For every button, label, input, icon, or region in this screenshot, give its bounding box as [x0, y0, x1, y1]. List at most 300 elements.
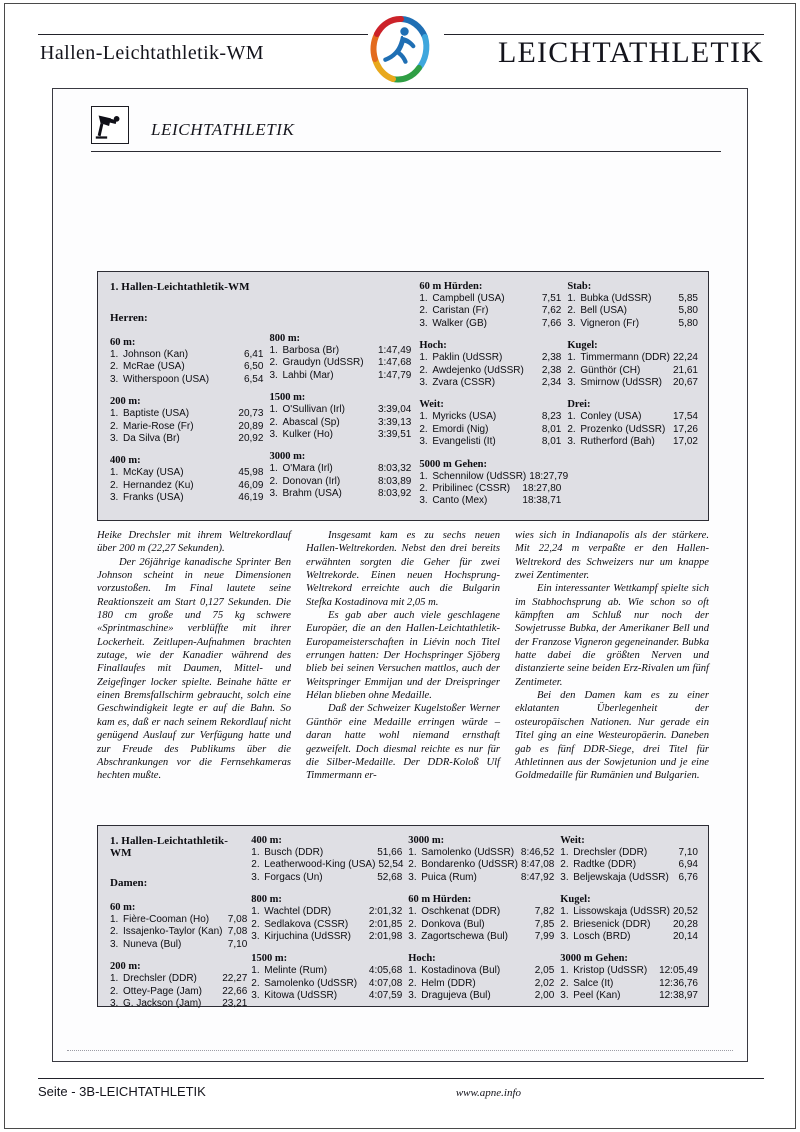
- women-column-1: [110, 835, 251, 1010]
- result-row: [419, 495, 561, 507]
- athlete: Pribilinec (CSSR): [432, 483, 511, 495]
- result-row: [269, 463, 411, 475]
- paragraph: Der 26jährige kanadische Sprinter Ben Johnson scheint in neue Dimensionen vorzustoßen. Im Final lautete seine Reaktionszeit am Start 0,127 Sekunden. Die 180 cm große und 75 kg schwere «Sprintmaschine» verblüffte mit ihrer Lockerheit. Zeitlupen-Aufnahmen brachten zutage, wie der Kanadier während des Finallaufes mit Daumen, Mittel- und Zeigefinger locker spielte. Beinahe hätte er einen Bremsfallschirm gebraucht, solch eine Geschwindigkeit legte er auf die Bahn. So kam es, daß er nach seinem Rekordlauf nicht genügend Auslauf zur Verfügung hatte und zur Freude des Publikums über die Abschrankungen vor die Fernsehkameras hechten mußte.: [97, 556, 291, 782]
- article-column-1: [97, 529, 291, 819]
- women-table-gender: Damen:: [110, 877, 148, 889]
- athlete: Da Silva (Br): [123, 433, 180, 445]
- mark: 1:47,49: [377, 345, 412, 356]
- result-row: [419, 424, 561, 436]
- footer-website[interactable]: www.apne.info: [455, 1087, 522, 1099]
- mark: 1:47,68: [377, 357, 412, 369]
- athlete: Zvara (CSSR): [432, 377, 496, 389]
- athlete: Evangelisti (It): [432, 436, 496, 448]
- mark: 20,14: [672, 931, 698, 943]
- rank: 3.: [567, 436, 576, 448]
- athlete: Busch (DDR): [264, 847, 324, 858]
- mark: 7,10: [227, 938, 248, 950]
- athlete: O'Mara (Irl): [282, 463, 333, 475]
- athlete: Johnson (Kan): [123, 349, 189, 360]
- athlete: Timmermann (DDR): [580, 352, 670, 364]
- rank: 2.: [251, 859, 260, 871]
- result-row: [269, 357, 411, 369]
- section-rule: [91, 151, 721, 152]
- event-block: [269, 392, 411, 441]
- athlete: Fière-Cooman (Ho): [123, 914, 210, 925]
- mark: 8:47,08: [520, 859, 555, 871]
- rank: 3.: [567, 317, 576, 329]
- rank: 2.: [560, 918, 569, 930]
- mark: 4:07,59: [368, 990, 403, 1002]
- mark: 8:03,89: [377, 475, 412, 487]
- mark: 8:46,52: [520, 847, 555, 858]
- result-row: [110, 408, 263, 420]
- athlete: Beljewskaja (UdSSR): [573, 871, 669, 883]
- event-block: [269, 451, 411, 500]
- rank: 3.: [269, 369, 278, 381]
- page-header: [38, 22, 764, 82]
- rank: 3.: [251, 990, 260, 1002]
- result-row: [110, 374, 263, 386]
- mark: 7,10: [678, 847, 698, 858]
- mark: 20,28: [672, 918, 698, 930]
- women-column-3: [408, 835, 560, 1010]
- event-name: 5000 m Gehen:: [419, 458, 487, 470]
- athlete: Losch (BRD): [573, 931, 631, 943]
- rank: 1.: [110, 467, 119, 479]
- rank: 2.: [110, 479, 119, 491]
- result-row: [567, 365, 698, 377]
- rank: 2.: [110, 361, 119, 373]
- rank: 1.: [269, 404, 278, 416]
- mark: 3:39,51: [377, 429, 412, 441]
- rank: 1.: [251, 906, 260, 918]
- mark: 8,23: [541, 411, 562, 423]
- result-row: [560, 847, 698, 859]
- mark: 7,08: [227, 914, 248, 925]
- rank: 1.: [110, 408, 119, 420]
- paragraph: Ein interessanter Wettkampf spielte sich im Stabhochsprung ab. Wie schon so oft kämpften am Schluß nur noch der Sowjetrusse Bubka, der Amerikaner Bell und der Franzose Vigneron gegeneinander. Bubka hatte dabei die größten Nerven und distanzierte seine beiden Erz-Rivalen um fünf Zentimeter.: [515, 583, 709, 688]
- event-name: 3000 m:: [408, 835, 445, 846]
- result-row: [408, 872, 554, 884]
- mark: 12:38,97: [659, 990, 698, 1002]
- rank: 3.: [251, 871, 260, 883]
- result-row: [269, 488, 411, 500]
- paragraph: Bei den Damen kam es zu einer eklatanten Überlegenheit der osteuropäischen Nationen. Nur gerade ein Titel ging an eine Westeuropäerin. Daneben gab es fünf DDR-Siege, drei Titel für Athletinnen aus der Sowjetunion und je eine Goldmedaille für Rumänien und Bulgarien.: [515, 690, 709, 782]
- mark: 2,05: [534, 965, 555, 977]
- event-name: Hoch:: [419, 340, 447, 352]
- result-row: [110, 926, 247, 938]
- mark: 8,01: [541, 423, 562, 435]
- men-column-3: [419, 281, 567, 508]
- mark: 7,66: [541, 317, 562, 329]
- athlete: Leatherwood-King (USA): [264, 859, 376, 871]
- result-row: [408, 978, 554, 990]
- mark: 20,73: [238, 408, 264, 420]
- athlete: Paklin (UdSSR): [432, 352, 503, 364]
- athlete: Donovan (Irl): [282, 475, 341, 487]
- result-row: [251, 847, 402, 859]
- athlete: Conley (USA): [580, 411, 642, 423]
- rank: 1.: [560, 906, 569, 918]
- rank: 3.: [419, 495, 428, 507]
- rank: 2.: [419, 305, 428, 317]
- athlete: Kitowa (UdSSR): [264, 990, 338, 1002]
- event-name: 3000 m Gehen:: [560, 953, 628, 965]
- page-footer: [38, 1078, 764, 1099]
- rank: 3.: [408, 931, 417, 943]
- result-row: [408, 847, 554, 859]
- result-row: [419, 305, 561, 317]
- result-row: [408, 859, 554, 871]
- athlete: Rutherford (Bah): [580, 436, 655, 448]
- event-name: Weit:: [560, 835, 585, 846]
- result-row: [560, 859, 698, 871]
- footer-page-label: Seite - 3B-LEICHTATHLETIK: [38, 1084, 206, 1099]
- result-row: [269, 404, 411, 416]
- result-row: [110, 421, 263, 433]
- athlete: Günthör (CH): [580, 364, 641, 376]
- event-name: 60 m Hürden:: [408, 894, 472, 906]
- result-row: [110, 467, 263, 479]
- mark: 2,02: [534, 977, 555, 989]
- mark: 12:05,49: [659, 965, 698, 977]
- athlete: Nuneva (Bul): [123, 938, 182, 950]
- mark: 20,92: [238, 433, 264, 445]
- event-name: 400 m:: [110, 455, 141, 467]
- rank: 2.: [251, 977, 260, 989]
- event-name: Drei:: [567, 399, 591, 411]
- mark: 17,02: [672, 436, 698, 448]
- event-name: 1500 m:: [269, 392, 306, 404]
- result-row: [251, 931, 402, 943]
- rank: 3.: [560, 871, 569, 883]
- result-row: [269, 476, 411, 488]
- mark: 20,89: [238, 420, 264, 432]
- rank: 1.: [408, 965, 417, 977]
- result-row: [408, 919, 554, 931]
- rank: 2.: [567, 364, 576, 376]
- header-title-left: Hallen-Leichtathletik-WM: [40, 42, 264, 64]
- mark: 8:47,92: [520, 871, 555, 883]
- men-column-2: [269, 281, 419, 508]
- mark: 6,76: [678, 871, 698, 883]
- result-row: [567, 424, 698, 436]
- result-row: [419, 365, 561, 377]
- athlete: Myricks (USA): [432, 411, 497, 423]
- result-row: [110, 480, 263, 492]
- rank: 2.: [269, 357, 278, 369]
- mark: 3:39,13: [377, 416, 412, 428]
- event-name: 60 m:: [110, 337, 136, 348]
- mark: 46,19: [238, 492, 264, 504]
- mark: 51,66: [377, 847, 403, 858]
- rank: 3.: [419, 436, 428, 448]
- footer-rule: [38, 1078, 764, 1079]
- athlete: Hernandez (Ku): [123, 479, 194, 491]
- event-block: [408, 953, 554, 1002]
- athlete: Forgacs (Un): [264, 871, 323, 883]
- paragraph: Daß der Schweizer Kugelstoßer Werner Günthör eine Medaille erringen würde – daran hatte wohl niemand ernsthaft gezweifelt. Doch diesmal reichte es nur für die Silber-Medaille. Der DDR-Koloß Ulf Timmermann er-: [306, 703, 500, 782]
- event-block: [567, 281, 698, 330]
- rank: 1.: [419, 411, 428, 423]
- mark: 22,66: [222, 985, 248, 997]
- mark: 22,27: [222, 973, 248, 985]
- event-block: [110, 902, 247, 951]
- mark: 18:38,71: [522, 495, 562, 507]
- rank: 1.: [567, 293, 576, 304]
- rank: 2.: [110, 985, 119, 997]
- event-name: 60 m:: [110, 902, 136, 913]
- athlete: Baptiste (USA): [123, 408, 190, 420]
- athlete: McKay (USA): [123, 467, 184, 479]
- event-name: 60 m Hürden:: [419, 281, 483, 292]
- rank: 2.: [560, 859, 569, 871]
- athlete: Ottey-Page (Jam): [123, 985, 202, 997]
- result-row: [110, 914, 247, 926]
- rank: 1.: [110, 914, 119, 925]
- result-row: [419, 436, 561, 448]
- mark: 4:07,08: [368, 977, 403, 989]
- athlete: Barbosa (Br): [282, 345, 340, 356]
- result-row: [560, 919, 698, 931]
- event-block: [408, 894, 554, 943]
- rank: 3.: [110, 373, 119, 385]
- athlete: Vigneron (Fr): [580, 317, 640, 329]
- rank: 3.: [419, 317, 428, 329]
- result-row: [110, 939, 247, 951]
- result-row: [251, 872, 402, 884]
- mark: 45,98: [238, 467, 264, 479]
- event-block: [419, 340, 561, 389]
- event-name: Hoch:: [408, 953, 436, 965]
- mark: 5,80: [678, 317, 698, 329]
- rank: 2.: [419, 364, 428, 376]
- mark: 8:03,92: [377, 488, 412, 500]
- result-row: [110, 433, 263, 445]
- athlete: Dragujeva (Bul): [421, 990, 491, 1002]
- result-row: [567, 305, 698, 317]
- rank: 3.: [110, 433, 119, 445]
- result-row: [419, 470, 569, 483]
- mark: 52,54: [378, 859, 404, 871]
- athlete: Brahm (USA): [282, 488, 342, 500]
- mark: 2:01,32: [368, 906, 403, 918]
- athlete: Donkova (Bul): [421, 918, 485, 930]
- mark: 2:01,98: [368, 931, 403, 943]
- athlete: Caristan (Fr): [432, 305, 489, 317]
- result-row: [560, 931, 698, 943]
- mark: 7,51: [541, 293, 562, 304]
- rank: 2.: [269, 416, 278, 428]
- result-row: [269, 417, 411, 429]
- athlete: Marie-Rose (Fr): [123, 420, 194, 432]
- athlete: Kulker (Ho): [282, 429, 334, 441]
- result-row: [110, 492, 263, 504]
- event-block: [419, 458, 569, 508]
- result-row: [110, 349, 263, 361]
- rank: 2.: [408, 977, 417, 989]
- athlete: O'Sullivan (Irl): [282, 404, 345, 416]
- paragraph: wies sich in Indianapolis als der stärkere. Mit 22,24 m verpaßte er den Hallen-Weltrekord des Schweizers nur um knappe zwei Zentimenter.: [515, 530, 709, 582]
- event-block: [567, 340, 698, 389]
- article-column-2: [306, 529, 500, 819]
- rank: 3.: [269, 429, 278, 441]
- event-block: [251, 953, 402, 1002]
- header-rule-left: [38, 34, 368, 35]
- event-name: Kugel:: [567, 340, 598, 352]
- result-row: [560, 965, 698, 977]
- rank: 2.: [269, 475, 278, 487]
- athlete: McRae (USA): [123, 361, 185, 373]
- event-block: [110, 396, 263, 445]
- mark: 7,99: [534, 931, 555, 943]
- rank: 3.: [251, 931, 260, 943]
- rank: 2.: [408, 859, 417, 871]
- event-name: Stab:: [567, 281, 592, 292]
- rank: 2.: [251, 918, 260, 930]
- result-row: [419, 411, 561, 423]
- athlete: Kristop (UdSSR): [573, 965, 648, 977]
- event-block: [419, 281, 561, 330]
- mark: 18:27,80: [522, 483, 562, 495]
- rank: 1.: [419, 470, 428, 482]
- athlete: Walker (GB): [432, 317, 487, 329]
- men-table-title: 1. Hallen-Leichtathletik-WM: [110, 281, 250, 293]
- result-row: [560, 978, 698, 990]
- article-page-box: [52, 88, 748, 1062]
- result-row: [251, 859, 402, 871]
- rank: 1.: [419, 352, 428, 364]
- athlete: Lissowskaja (UdSSR): [573, 906, 670, 918]
- article-column-3: [515, 529, 709, 819]
- rank: 2.: [110, 926, 119, 938]
- rank: 3.: [408, 871, 417, 883]
- athlete: Franks (USA): [123, 492, 184, 504]
- athlete: Kostadinova (Bul): [421, 965, 501, 977]
- rank: 2.: [110, 420, 119, 432]
- result-row: [419, 377, 561, 389]
- athlete: Melinte (Rum): [264, 965, 328, 977]
- athlete: Kirjuchina (UdSSR): [264, 931, 351, 943]
- athlete: Bubka (UdSSR): [580, 293, 652, 304]
- mark: 7,82: [534, 906, 555, 918]
- athlete: Drechsler (DDR): [123, 973, 197, 985]
- athlete: Canto (Mex): [432, 495, 488, 507]
- result-row: [269, 345, 411, 357]
- event-name: 800 m:: [251, 894, 282, 906]
- rank: 3.: [419, 377, 428, 389]
- mark: 18:27,79: [529, 470, 569, 482]
- event-block: [251, 835, 402, 884]
- men-table-gender: Herren:: [110, 312, 148, 324]
- men-column-4: [567, 281, 698, 508]
- rank: 1.: [251, 847, 260, 858]
- result-row: [560, 990, 698, 1002]
- mark: 7,08: [227, 926, 248, 938]
- mark: 4:05,68: [368, 965, 403, 977]
- athlete: Radtke (DDR): [573, 859, 637, 871]
- athlete: Bell (USA): [580, 305, 628, 317]
- mark: 2,38: [541, 352, 562, 364]
- rank: 1.: [567, 411, 576, 423]
- result-row: [251, 990, 402, 1002]
- header-title-right: LEICHTATHLETIK: [498, 36, 764, 69]
- athlete: Prozenko (UdSSR): [580, 423, 666, 435]
- paragraph: Insgesamt kam es zu sechs neuen Hallen-Weltrekorden. Nebst den drei bereits erwähnten sorgten die Geher für zwei Weltrekorde. Einen neuen Hochsprung-Weltrekord erreichte auch die Bulgarin Stefka Kostadinova mit 2,05 m.: [306, 530, 500, 608]
- athlete: Graudyn (UdSSR): [282, 357, 364, 369]
- event-name: 200 m:: [110, 961, 141, 973]
- result-row: [408, 990, 554, 1002]
- athlete: Awdejenko (UdSSR): [432, 364, 524, 376]
- result-row: [110, 361, 263, 373]
- rank: 1.: [408, 906, 417, 918]
- result-row: [110, 986, 247, 998]
- rank: 3.: [567, 377, 576, 389]
- event-block: [419, 399, 561, 448]
- event-block: [560, 894, 698, 943]
- women-column-4: [560, 835, 698, 1010]
- event-block: [567, 399, 698, 448]
- result-row: [269, 370, 411, 382]
- athlete: Bondarenko (UdSSR): [421, 859, 518, 871]
- rank: 2.: [560, 977, 569, 989]
- rank: 1.: [560, 965, 569, 977]
- rank: 2.: [419, 483, 428, 495]
- mark: 23,21: [222, 998, 248, 1010]
- athlete: Oschkenat (DDR): [421, 906, 501, 918]
- result-row: [419, 318, 561, 330]
- mark: 12:36,76: [659, 977, 698, 989]
- result-row: [567, 318, 698, 330]
- page-bottom-dotted-rule: [67, 1050, 733, 1051]
- event-name: 200 m:: [110, 396, 141, 408]
- result-row: [110, 973, 247, 985]
- mark: 5,85: [678, 293, 698, 304]
- result-row: [419, 293, 561, 305]
- rank: 3.: [269, 488, 278, 500]
- result-row: [567, 352, 698, 364]
- mark: 2,34: [541, 377, 562, 389]
- athlete: Wachtel (DDR): [264, 906, 332, 918]
- rank: 3.: [110, 938, 119, 950]
- event-block: [560, 953, 698, 1002]
- athlete: Samolenko (UdSSR): [264, 977, 358, 989]
- event-name: 400 m:: [251, 835, 282, 846]
- event-name: 3000 m:: [269, 451, 306, 463]
- athlete: Issajenko-Taylor (Kan): [123, 926, 223, 938]
- athlete: Smirnow (UdSSR): [580, 377, 663, 389]
- mark: 1:47,79: [377, 369, 412, 381]
- result-row: [408, 965, 554, 977]
- result-row: [408, 906, 554, 918]
- result-row: [251, 978, 402, 990]
- rank: 3.: [560, 990, 569, 1002]
- athlete: Salce (It): [573, 977, 614, 989]
- mark: 2:01,85: [368, 918, 403, 930]
- mark: 7,62: [541, 305, 562, 317]
- rank: 3.: [110, 998, 119, 1010]
- athlete: Briesenick (DDR): [573, 918, 651, 930]
- mark: 2,38: [541, 364, 562, 376]
- paragraph: Heike Drechsler mit ihrem Weltrekordlauf über 200 m (22,27 Sekunden).: [97, 530, 291, 555]
- women-table-title: 1. Hallen-Leichtathletik-WM: [110, 835, 228, 859]
- event-block: [251, 894, 402, 943]
- results-table-men: [97, 271, 709, 521]
- mark: 6,54: [243, 373, 264, 385]
- event-block: [110, 961, 247, 1010]
- mark: 22,24: [672, 352, 698, 364]
- result-row: [110, 998, 247, 1010]
